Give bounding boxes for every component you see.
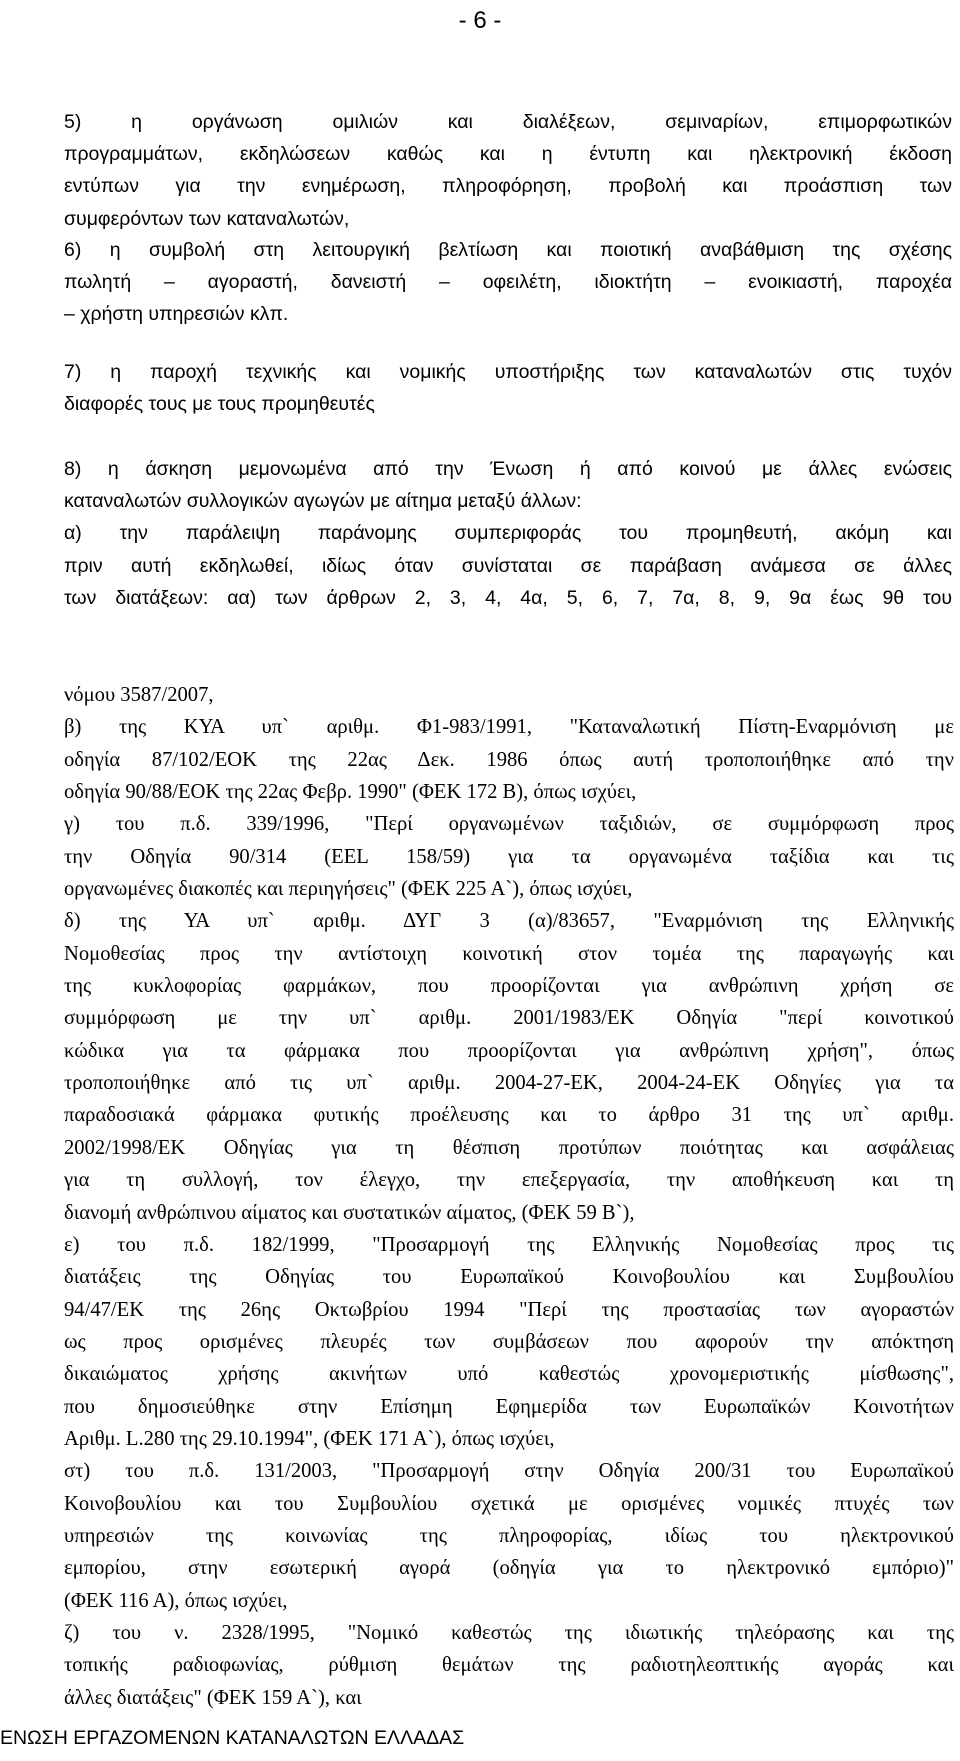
- text-line: 7) η παροχή τεχνικής και νομικής υποστήριξης των καταναλωτών στις τυχόν: [64, 361, 952, 383]
- text-line: εμπορίου, στην εσωτερική αγορά (οδηγία για το ηλεκτρονικό εμπόριο)": [64, 1557, 954, 1580]
- text-line: γ) του π.δ. 339/1996, "Περί οργανωμένων ταξιδιών, σε συμμόρφωση προς: [64, 813, 954, 836]
- paragraph-item-5: [64, 106, 960, 235]
- text-line: ως προς ορισμένες πλευρές των συμβάσεων που αφορούν την απόκτηση: [64, 1330, 954, 1353]
- text-line: τοπικής ραδιοφωνίας, ρύθμιση θεμάτων της ραδιοτηλεοπτικής αγοράς και: [64, 1654, 954, 1677]
- text-line: διατάξεις της Οδηγίας του Ευρωπαϊκού Κοινοβουλίου και Συμβουλίου: [64, 1266, 954, 1289]
- page-number: - 6 -: [458, 7, 502, 34]
- text-line: οδηγία 87/102/ΕΟΚ της 22ας Δεκ. 1986 όπως αυτή τροποποιήθηκε από την: [64, 748, 954, 771]
- text-line: ζ) του ν. 2328/1995, "Νομικό καθεστώς της ιδιωτικής τηλεόρασης και της: [64, 1621, 954, 1644]
- text-line: την Οδηγία 90/314 (EEL 158/59) για τα οργανωμένα ταξίδια και τις: [64, 845, 954, 868]
- text-line: συμφερόντων των καταναλωτών,: [64, 207, 350, 230]
- text-line: των διατάξεων: αα) των άρθρων 2, 3, 4, 4α, 5, 6, 7, 7α, 8, 9, 9α έως 9θ του: [64, 586, 952, 609]
- text-line: – χρήστη υπηρεσιών κλπ.: [64, 303, 289, 326]
- text-line: πωλητή – αγοραστή, δανειστή – οφειλέτη, ιδιοκτήτη – ενοικιαστή, παροχέα: [64, 271, 952, 294]
- text-line: β) της ΚΥΑ υπ` αριθμ. Φ1-983/1991, "Καταναλωτική Πίστη-Εναρμόνιση με: [64, 716, 954, 739]
- text-line: νόμου 3587/2007,: [64, 684, 214, 706]
- text-line: 94/47/ΕΚ της 26ης Οκτωβρίου 1994 "Περί της προστασίας των αγοραστών: [64, 1298, 954, 1321]
- text-line: προγραμμάτων, εκδηλώσεων καθώς και η έντυπη και ηλεκτρονική έκδοση: [64, 143, 952, 166]
- text-line: εντύπων για την ενημέρωση, πληροφόρηση, προβολή και προάσπιση των: [64, 175, 952, 198]
- text-line: α) την παράλειψη παράνομης συμπεριφοράς του προμηθευτή, ακόμη και: [64, 522, 952, 545]
- text-line: Αριθμ. L.280 της 29.10.1994", (ΦΕΚ 171 Α`), όπως ισχύει,: [64, 1427, 555, 1450]
- footer-organization-name: ΕΝΩΣΗ ΕΡΓΑΖΟΜΕΝΩΝ ΚΑΤΑΝΑΛΩΤΩΝ ΕΛΛΑΔΑΣ: [0, 1727, 465, 1749]
- text-line: Νομοθεσίας προς την αντίστοιχη κοινοτική στον τομέα της παραγωγής και: [64, 942, 954, 965]
- text-line: οδηγία 90/88/ΕΟΚ της 22ας Φεβρ. 1990" (ΦΕΚ 172 Β), όπως ισχύει,: [64, 781, 637, 804]
- text-line: που δημοσιεύθηκε στην Επίσημη Εφημερίδα των Ευρωπαϊκών Κοινοτήτων: [64, 1395, 954, 1418]
- text-line: διαφορές τους με τους προμηθευτές: [64, 393, 375, 416]
- text-line: δ) της ΥΑ υπ` αριθμ. ΔΥΓ 3 (α)/83657, "Εναρμόνιση της Ελληνικής: [64, 910, 954, 933]
- text-line: 6) η συμβολή στη λειτουργική βελτίωση και ποιοτική αναβάθμιση της σχέσης: [64, 239, 952, 261]
- text-line: Κοινοβουλίου και του Συμβουλίου σχετικά με ορισμένες νομικές πτυχές των: [64, 1492, 954, 1515]
- text-line: 2002/1998/ΕΚ Οδηγίας για τη θέσπιση προτύπων ποιότητας και ασφάλειας: [64, 1136, 954, 1159]
- paragraph-item-8-legal: [64, 679, 960, 1714]
- paragraph-item-6: [64, 234, 960, 331]
- text-line: συμμόρφωση με την υπ` αριθμ. 2001/1983/ΕΚ Οδηγία "περί κοινοτικού: [64, 1007, 954, 1030]
- text-line: διανομή ανθρώπινου αίματος και συστατικών αίματος, (ΦΕΚ 59 Β`),: [64, 1201, 635, 1224]
- text-line: υπηρεσιών της κοινωνίας της πληροφορίας, ιδίως του ηλεκτρονικού: [64, 1524, 954, 1547]
- text-line: παραδοσιακά φάρμακα φυτικής προέλευσης και το άρθρο 31 της υπ` αριθμ.: [64, 1104, 954, 1127]
- text-line: πριν αυτή εκδηλωθεί, ιδίως όταν συνίσταται σε παράβαση ανάμεσα σε άλλες: [64, 554, 952, 577]
- text-line: ε) του π.δ. 182/1999, "Προσαρμογή της Ελληνικής Νομοθεσίας προς τις: [64, 1233, 954, 1256]
- text-line: δικαιώματος χρήσης ακινήτων υπό καθεστώς χρονομεριστικής μίσθωσης",: [64, 1363, 954, 1386]
- text-line: 8) η άσκηση μεμονωμένα από την Ένωση ή από κοινού με άλλες ενώσεις: [64, 458, 952, 480]
- text-line: άλλες διατάξεις" (ΦΕΚ 159 Α`), και: [64, 1686, 362, 1709]
- text-line: για τη συλλογή, τον έλεγχο, την επεξεργασία, την αποθήκευση και τη: [64, 1169, 954, 1192]
- paragraph-item-8-intro: [64, 453, 960, 614]
- text-line: της κυκλοφορίας φαρμάκων, που προορίζονται για ανθρώπινη χρήση σε: [64, 975, 954, 998]
- text-line: κώδικα για τα φάρμακα που προορίζονται για ανθρώπινη χρήση", όπως: [64, 1039, 954, 1062]
- text-line: στ) του π.δ. 131/2003, "Προσαρμογή στην Οδηγία 200/31 του Ευρωπαϊκού: [64, 1460, 954, 1483]
- text-line: 5) η οργάνωση ομιλιών και διαλέξεων, σεμιναρίων, επιμορφωτικών: [64, 111, 952, 133]
- paragraph-item-7: [64, 356, 960, 420]
- text-line: οργανωμένες διακοπές και περιηγήσεις" (ΦΕΚ 225 Α`), όπως ισχύει,: [64, 878, 633, 901]
- text-line: καταναλωτών συλλογικών αγωγών με αίτημα μεταξύ άλλων:: [64, 490, 582, 513]
- text-line: τροποποιήθηκε από τις υπ` αριθμ. 2004-27-ΕΚ, 2004-24-ΕΚ Οδηγίες για τα: [64, 1072, 954, 1095]
- text-line: (ΦΕΚ 116 Α), όπως ισχύει,: [64, 1589, 288, 1612]
